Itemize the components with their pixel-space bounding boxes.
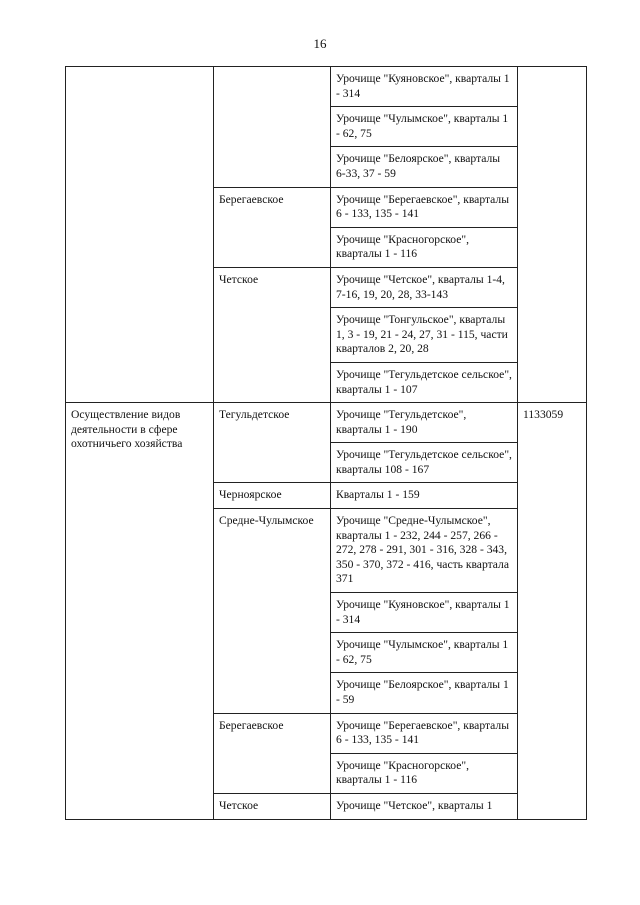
forest-areas-table <box>65 66 587 820</box>
area-cell: Урочище "Красногорское", кварталы 1 - 116 <box>331 753 518 793</box>
district-cell: Берегаевское <box>214 713 331 793</box>
area-cell: Урочище "Чулымское", кварталы 1 - 62, 75 <box>331 107 518 147</box>
area-cell: Урочище "Тегульдетское сельское", кварталы 1 - 107 <box>331 362 518 402</box>
area-cell: Урочище "Средне-Чулымское", кварталы 1 - 232, 244 - 257, 266 - 272, 278 - 291, 301 - 316, 328 - 343, 350 - 370, 372 - 416, часть квартала 371 <box>331 509 518 593</box>
district-cell: Черноярское <box>214 483 331 509</box>
code-cell: 1133059 <box>518 403 587 819</box>
district-cell: Четское <box>214 267 331 402</box>
area-cell: Урочище "Красногорское", кварталы 1 - 116 <box>331 227 518 267</box>
table-row <box>66 403 587 443</box>
area-cell: Урочище "Берегаевское", кварталы 6 - 133, 135 - 141 <box>331 713 518 753</box>
area-cell: Урочище "Тегульдетское", кварталы 1 - 190 <box>331 403 518 443</box>
page-number: 16 <box>313 36 327 51</box>
district-cell: Берегаевское <box>214 187 331 267</box>
code-cell <box>518 67 587 403</box>
area-cell: Кварталы 1 - 159 <box>331 483 518 509</box>
district-cell: Четское <box>214 793 331 819</box>
district-cell: Средне-Чулымское <box>214 509 331 714</box>
area-cell: Урочище "Куяновское", кварталы 1 - 314 <box>331 67 518 107</box>
area-cell: Урочище "Четское", кварталы 1 <box>331 793 518 819</box>
area-cell: Урочище "Чулымское", кварталы 1 - 62, 75 <box>331 633 518 673</box>
area-cell: Урочище "Белоярское", кварталы 1 - 59 <box>331 673 518 713</box>
area-cell: Урочище "Куяновское", кварталы 1 - 314 <box>331 593 518 633</box>
district-cell: Тегульдетское <box>214 403 331 483</box>
table-row <box>66 67 587 107</box>
activity-cell <box>66 67 214 403</box>
area-cell: Урочище "Тегульдетское сельское", кварталы 108 - 167 <box>331 443 518 483</box>
area-cell: Урочище "Берегаевское", кварталы 6 - 133, 135 - 141 <box>331 187 518 227</box>
area-cell: Урочище "Четское", кварталы 1-4, 7-16, 19, 20, 28, 33-143 <box>331 267 518 307</box>
district-cell <box>214 67 331 188</box>
area-cell: Урочище "Белоярское", кварталы 6-33, 37 - 59 <box>331 147 518 187</box>
area-cell: Урочище "Тонгульское", кварталы 1, 3 - 19, 21 - 24, 27, 31 - 115, части кварталов 2, 20, 28 <box>331 308 518 363</box>
activity-cell: Осуществление видов деятельности в сфере охотничьего хозяйства <box>66 403 214 819</box>
